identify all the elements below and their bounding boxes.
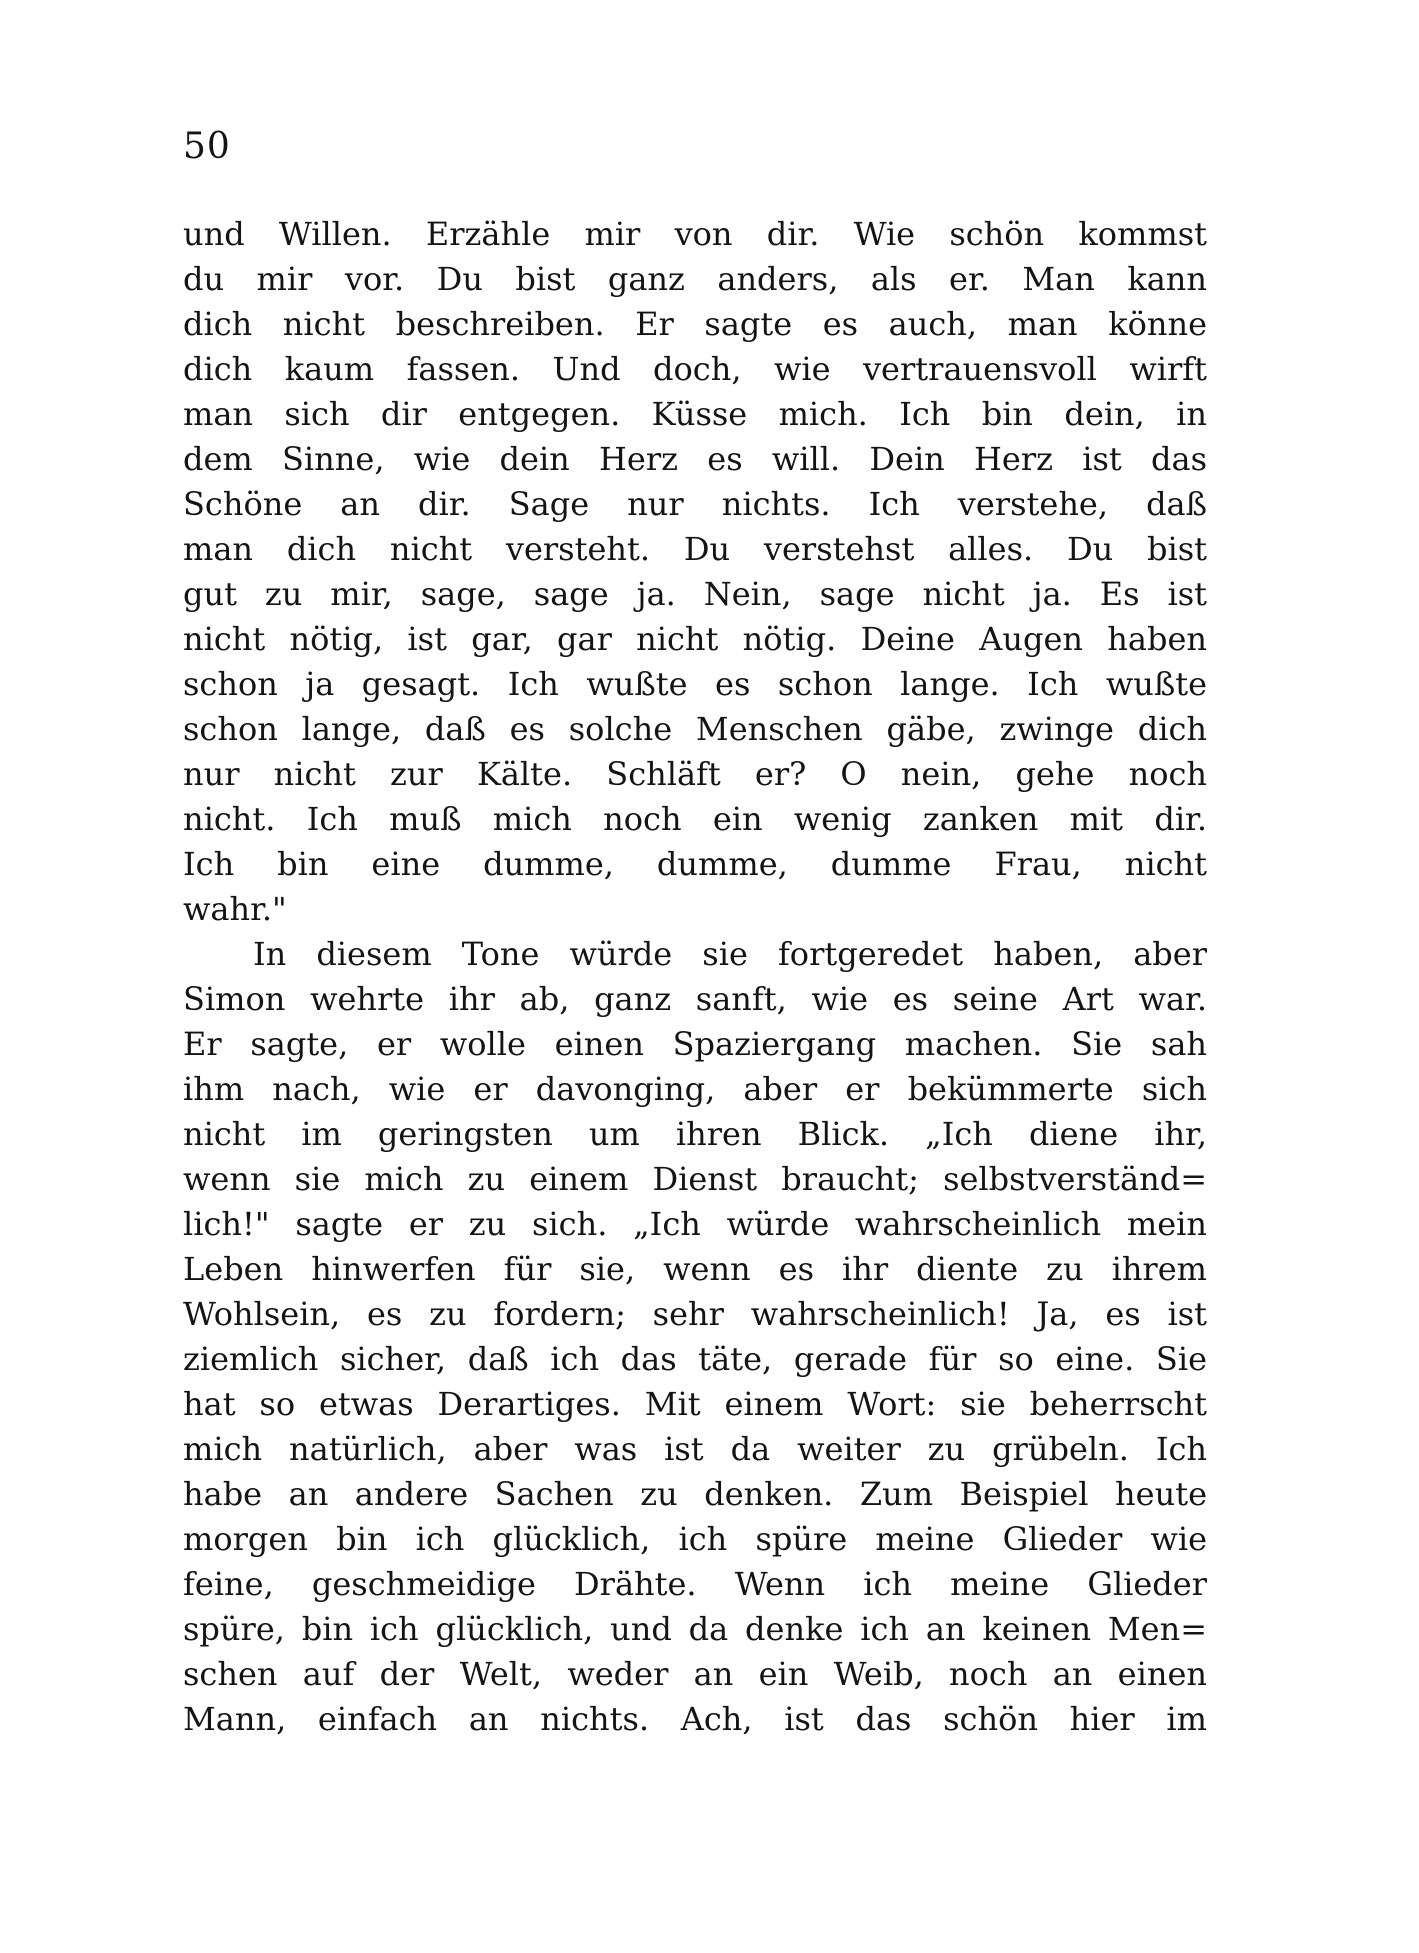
text-line: schon lange, daß es solche Menschen gäbe, zwinge dich: [183, 710, 1207, 748]
text-line: du mir vor. Du bist ganz anders, als er. Man kann: [183, 260, 1207, 298]
text-line: mich natürlich, aber was ist da weiter zu grübeln. Ich: [183, 1430, 1207, 1468]
page-number: 50: [183, 126, 231, 167]
text-line: hat so etwas Derartiges. Mit einem Wort: sie beherrscht: [183, 1385, 1207, 1423]
text-line: dich nicht beschreiben. Er sagte es auch, man könne: [183, 305, 1207, 343]
text-line: ziemlich sicher, daß ich das täte, gerade für so eine. Sie: [183, 1340, 1207, 1378]
text-line: morgen bin ich glücklich, ich spüre meine Glieder wie: [183, 1520, 1207, 1558]
text-line: ihm nach, wie er davonging, aber er bekümmerte sich: [183, 1070, 1207, 1108]
text-line: und Willen. Erzähle mir von dir. Wie schön kommst: [183, 215, 1207, 253]
text-line: wahr.": [183, 890, 287, 928]
text-line: Mann, einfach an nichts. Ach, ist das schön hier im: [183, 1700, 1207, 1738]
text-line: spüre, bin ich glücklich, und da denke ich an keinen Men=: [183, 1610, 1207, 1648]
text-line: nicht. Ich muß mich noch ein wenig zanken mit dir.: [183, 800, 1207, 838]
text-line: wenn sie mich zu einem Dienst braucht; selbstverständ=: [183, 1160, 1207, 1198]
text-line: dich kaum fassen. Und doch, wie vertrauensvoll wirft: [183, 350, 1207, 388]
text-line: Ich bin eine dumme, dumme, dumme Frau, nicht: [183, 845, 1207, 883]
text-line: Simon wehrte ihr ab, ganz sanft, wie es seine Art war.: [183, 980, 1207, 1018]
body-text: [183, 212, 1207, 1742]
text-line: man dich nicht versteht. Du verstehst alles. Du bist: [183, 530, 1207, 568]
text-line: man sich dir entgegen. Küsse mich. Ich bin dein, in: [183, 395, 1207, 433]
text-line: Wohlsein, es zu fordern; sehr wahrscheinlich! Ja, es ist: [183, 1295, 1207, 1333]
text-line: In diesem Tone würde sie fortgeredet haben, aber: [253, 935, 1207, 973]
text-line: gut zu mir, sage, sage ja. Nein, sage nicht ja. Es ist: [183, 575, 1207, 613]
text-line: lich!" sagte er zu sich. „Ich würde wahrscheinlich mein: [183, 1205, 1207, 1243]
text-line: feine, geschmeidige Drähte. Wenn ich meine Glieder: [183, 1565, 1207, 1603]
text-line: nicht im geringsten um ihren Blick. „Ich diene ihr,: [183, 1115, 1207, 1153]
text-line: nur nicht zur Kälte. Schläft er? O nein, gehe noch: [183, 755, 1207, 793]
text-line: schon ja gesagt. Ich wußte es schon lange. Ich wußte: [183, 665, 1207, 703]
text-line: Er sagte, er wolle einen Spaziergang machen. Sie sah: [183, 1025, 1207, 1063]
text-line: habe an andere Sachen zu denken. Zum Beispiel heute: [183, 1475, 1207, 1513]
text-line: Schöne an dir. Sage nur nichts. Ich verstehe, daß: [183, 485, 1207, 523]
text-line: Leben hinwerfen für sie, wenn es ihr diente zu ihrem: [183, 1250, 1207, 1288]
text-line: schen auf der Welt, weder an ein Weib, noch an einen: [183, 1655, 1207, 1693]
text-line: nicht nötig, ist gar, gar nicht nötig. Deine Augen haben: [183, 620, 1207, 658]
text-line: dem Sinne, wie dein Herz es will. Dein Herz ist das: [183, 440, 1207, 478]
